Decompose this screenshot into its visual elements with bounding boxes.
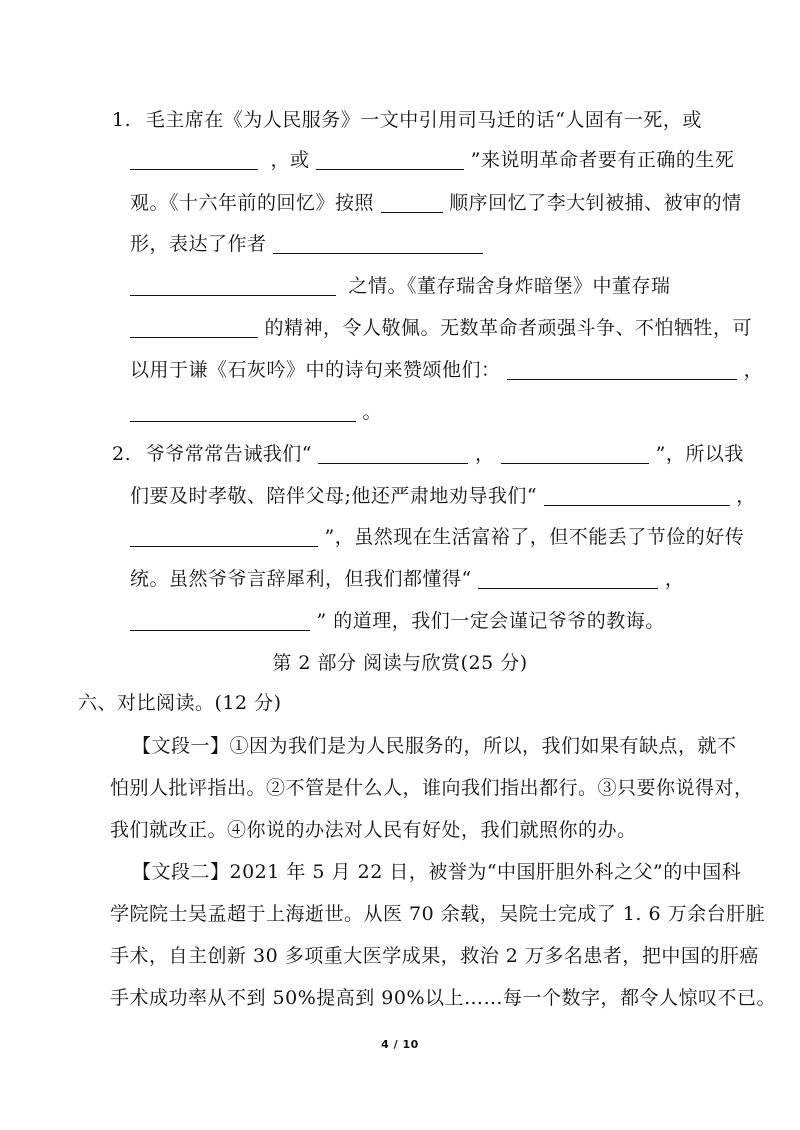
q2-blank-2[interactable] (501, 443, 649, 464)
q1-line-3 (130, 190, 742, 216)
q1-blank-6[interactable] (130, 317, 258, 338)
section-title: 第 2 部分 阅读与欣赏(25 分) (272, 652, 528, 674)
q1-text-5: 之情。《董存瑞舍身炸暗堡》中董存瑞 (348, 275, 671, 297)
passage1-line-2: 怕别人批评指出。②不管是什么人，谁向我们指出都行。③只要你说得对， (110, 777, 754, 799)
q1-blank-2[interactable] (316, 149, 464, 170)
page-number: 4 / 10 (381, 1038, 419, 1051)
part6-title: 六、对比阅读。(12 分) (78, 692, 282, 714)
q1-text-1: 毛主席在《为人民服务》一文中引用司马迁的话“人固有一死，或 (145, 109, 702, 131)
q2-text-4b: ， (664, 568, 685, 590)
q1-line-1 (112, 107, 702, 133)
q2-text-4a: 统。虽然爷爷言辞犀利，但我们都懂得“ (130, 568, 472, 590)
q2-blank-4[interactable] (130, 526, 318, 547)
q1-line-5 (130, 273, 671, 299)
q2-line-4 (130, 566, 684, 592)
q1-blank-1[interactable] (130, 149, 258, 170)
q1-text-7b: ， (743, 359, 764, 381)
q2-line-3 (130, 524, 744, 550)
passage1-line-3: 我们就改正。④你说的办法对人民有好处，我们就照你的办。 (110, 819, 637, 841)
q1-text-8: 。 (362, 401, 383, 423)
q2-blank-1[interactable] (318, 443, 468, 464)
q2-blank-3[interactable] (544, 485, 730, 506)
q1-text-3b: 顺序回忆了李大钊被捕、被审的情 (449, 192, 742, 214)
q1-text-2b: ”来说明革命者要有正确的生死 (470, 149, 735, 171)
q1-line-4 (130, 231, 483, 257)
q2-line-2 (130, 483, 756, 509)
q2-text-1a: 爷爷常常告诫我们“ (145, 443, 312, 465)
q1-number: 1. (112, 109, 132, 131)
q2-text-3: ”，虽然现在生活富裕了，但不能丢了节俭的好传 (324, 526, 745, 548)
q2-blank-5[interactable] (478, 568, 658, 589)
passage2-line-2: 学院院士吴孟超于上海逝世。从医 70 余载，吴院士完成了 1. 6 万余台肝脏 (110, 903, 766, 925)
q1-line-6 (130, 315, 752, 341)
q1-blank-7[interactable] (507, 359, 737, 380)
q2-line-1 (112, 441, 744, 467)
q1-blank-5[interactable] (130, 275, 336, 296)
q2-blank-6[interactable] (130, 610, 310, 631)
q2-text-5: ” 的道理，我们一定会谨记爷爷的教诲。 (316, 610, 665, 632)
q2-text-2b: ， (736, 485, 756, 507)
q2-text-2a: 们要及时孝敬、陪伴父母;他还严肃地劝导我们“ (130, 485, 538, 507)
passage2-line-4: 手术成功率从不到 50%提高到 90%以上……每一个数字，都令人惊叹不已。 (110, 987, 777, 1009)
q1-text-4: 形，表达了作者 (130, 233, 267, 255)
q1-blank-8[interactable] (130, 401, 356, 422)
q1-text-6: 的精神，令人敬佩。无数革命者顽强斗争、不怕牺牲，可 (264, 317, 753, 339)
q2-text-1b: ， (475, 443, 495, 465)
passage1-line-1: 【文段一】①因为我们是为人民服务的，所以，我们如果有缺点，就不 (132, 735, 737, 757)
q2-text-1c: ”，所以我 (655, 443, 744, 465)
passage2-line-1: 【文段二】2021 年 5 月 22 日，被誉为“中国肝胆外科之父”的中国科 (132, 861, 742, 883)
q2-number: 2. (112, 443, 132, 465)
passage2-line-3: 手术，自主创新 30 多项重大医学成果，救治 2 万多名患者，把中国的肝癌 (110, 945, 759, 967)
q2-line-5 (130, 608, 665, 634)
q1-line-2 (130, 147, 734, 173)
q1-text-2a: ，或 (270, 149, 310, 171)
q1-line-7 (130, 357, 763, 383)
q1-blank-4[interactable] (273, 233, 483, 254)
q1-line-8 (130, 399, 382, 425)
q1-blank-3[interactable] (381, 192, 443, 213)
q1-text-3a: 观。《十六年前的回忆》按照 (130, 192, 375, 214)
q1-text-7: 以用于谦《石灰吟》中的诗句来赞颂他们： (130, 359, 501, 381)
